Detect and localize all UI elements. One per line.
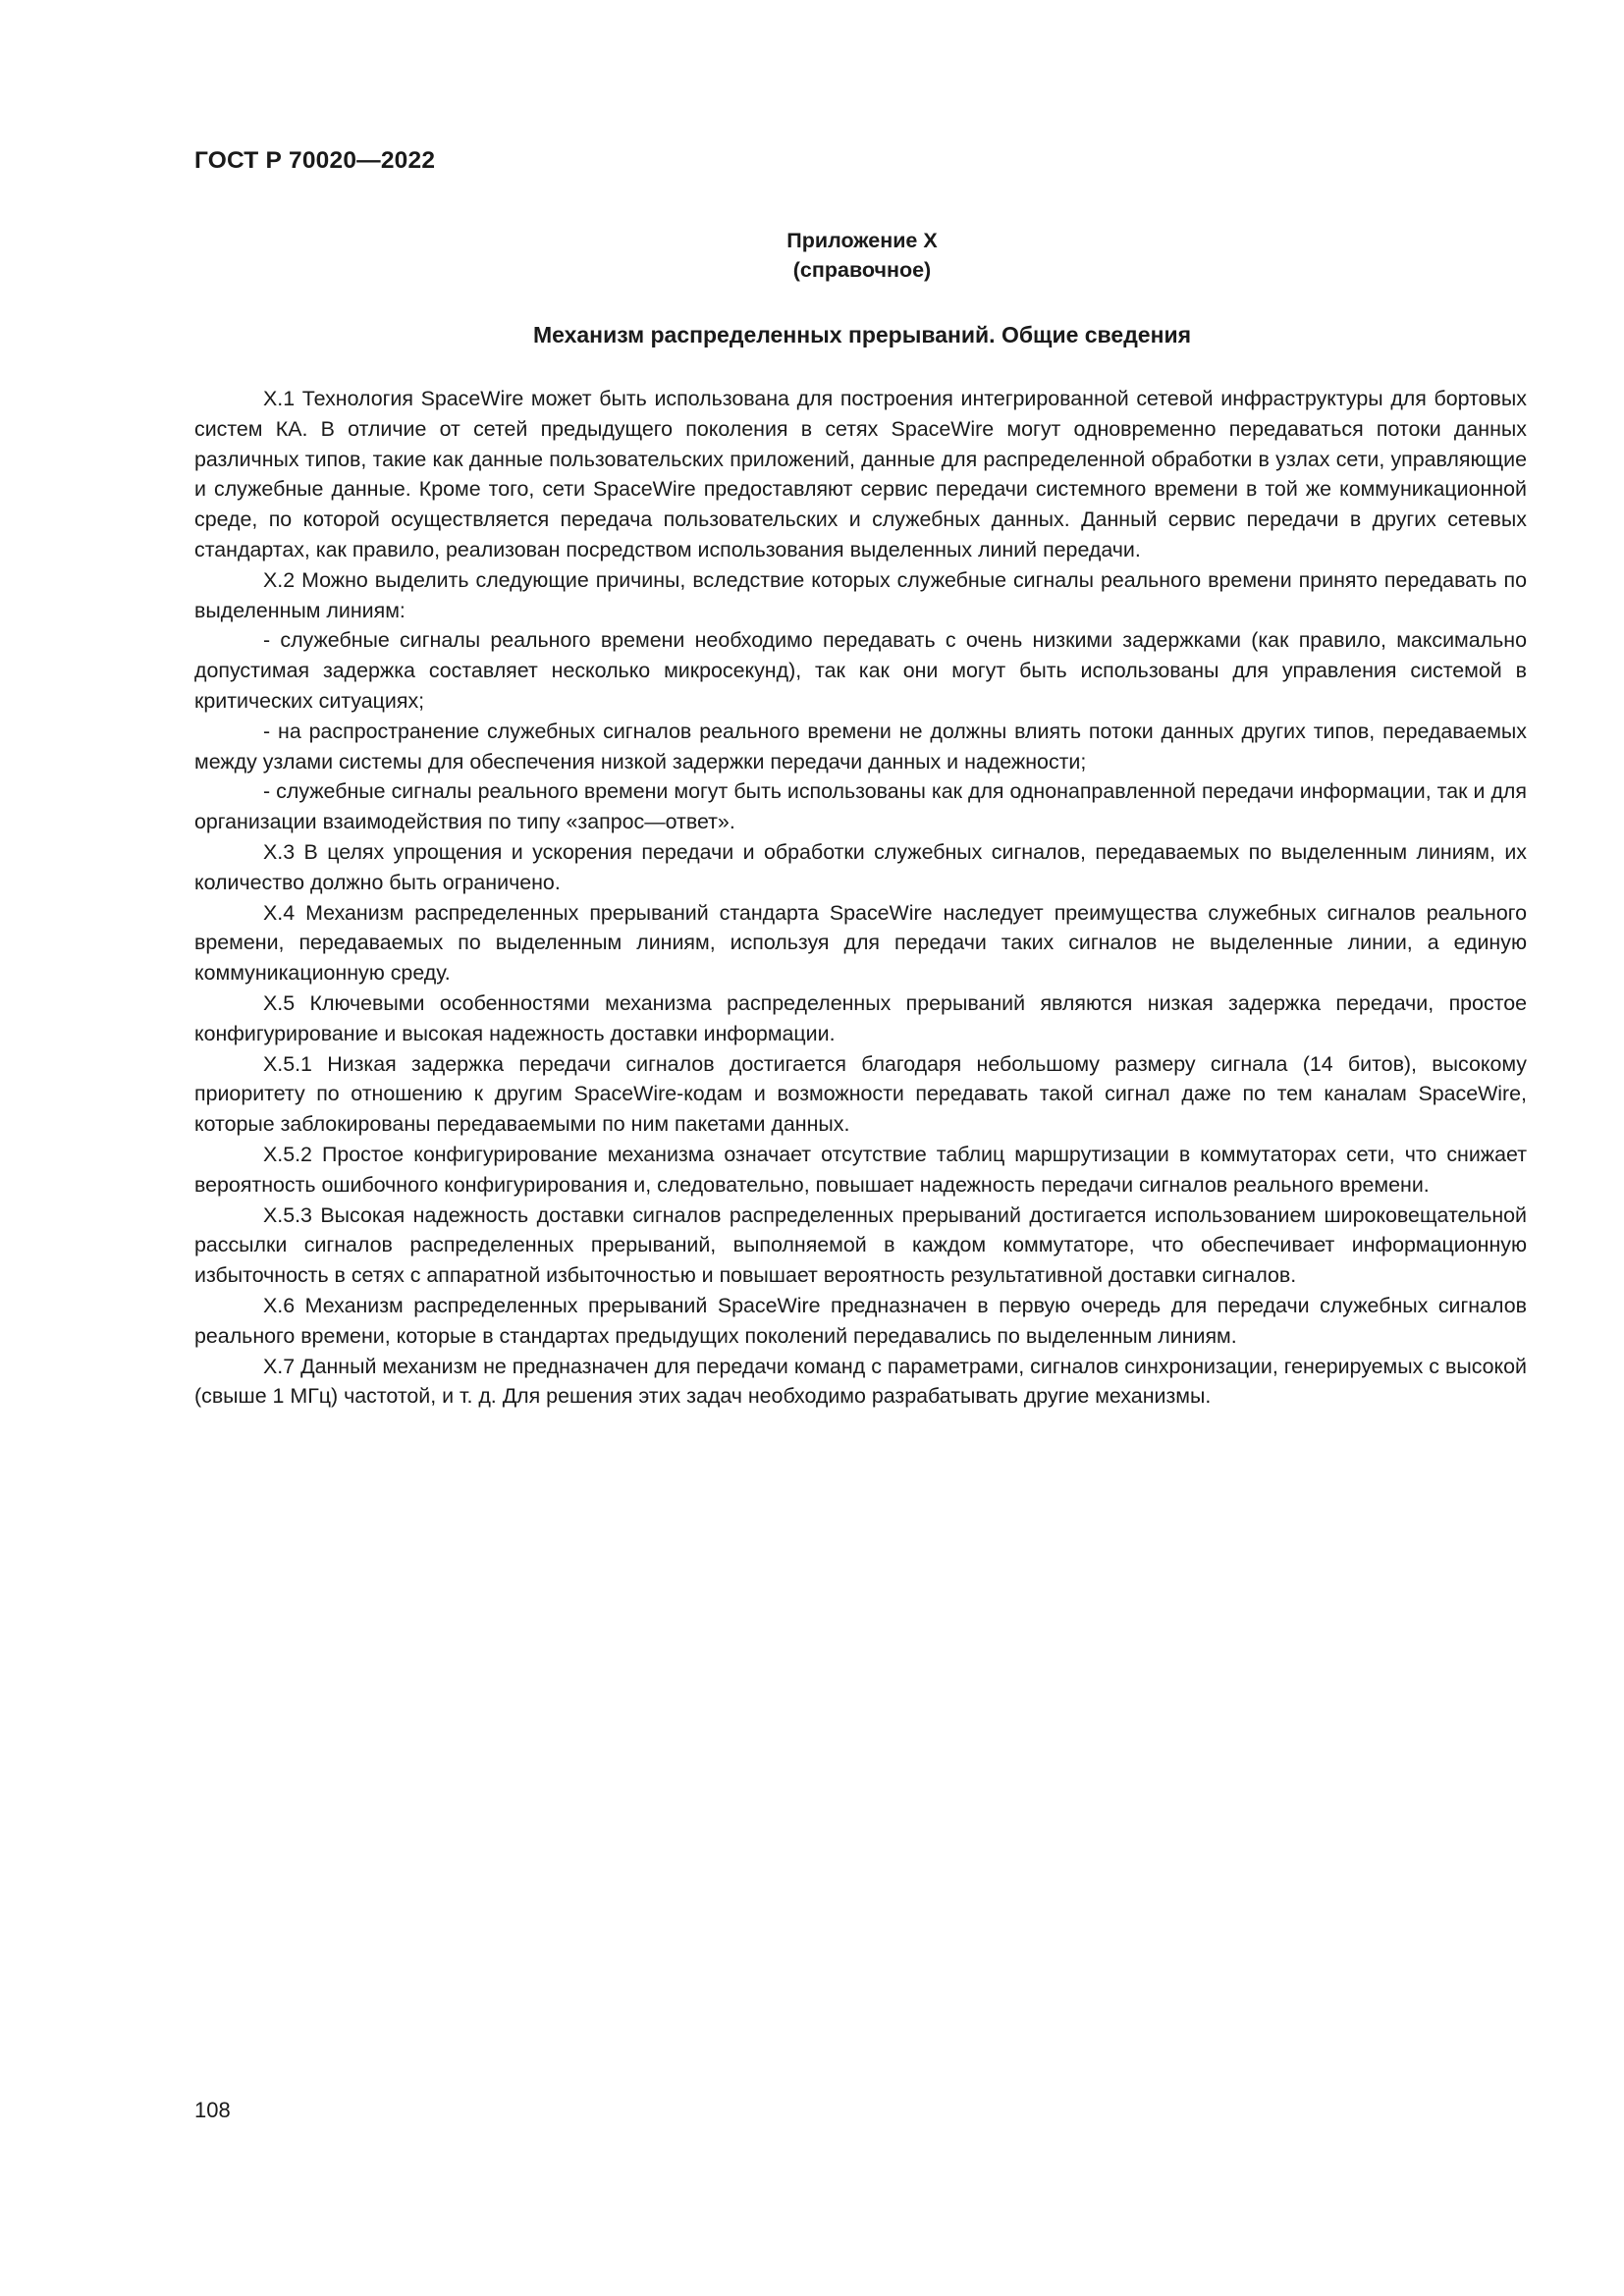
paragraph-x4: Х.4 Механизм распределенных прерываний стандарта SpaceWire наследует преимущества служебных сигналов реального времени, передаваемых по выделенным линиям, используя для передачи таких сигналов не выделенные линии, а единую коммуникационную среду. — [194, 900, 1527, 986]
paragraph-x2: Х.2 Можно выделить следующие причины, вследствие которых служебные сигналы реального времени принято передавать по выделенным линиям: — [194, 567, 1527, 622]
body-text — [194, 384, 1527, 1412]
list-item-no-interference: - на распространение служебных сигналов реального времени не должны влиять потоки данных других типов, передаваемых между узлами системы для обеспечения низкой задержки передачи данных и надежности; — [194, 719, 1527, 774]
annex-heading — [194, 226, 1530, 285]
page-number: 108 — [194, 2098, 231, 2122]
paragraph-x5-1: Х.5.1 Низкая задержка передачи сигналов достигается благодаря небольшому размеру сигнала (14 битов), высокому приоритету по отношению к другим SpaceWire-кодам и возможности передавать такой сигнал даже по тем каналам SpaceWire, которые заблокированы передаваемыми по ним пакетами данных. — [194, 1051, 1527, 1137]
paragraph-x1: Х.1 Технология SpaceWire может быть использована для построения интегрированной сетевой инфраструктуры для бортовых систем КА. В отличие от сетей предыдущего поколения в сетях SpaceWire могут одновременно передаваться потоки данных различных типов, такие как данные пользовательских приложений, данные для распределенной обработки в узлах сети, управляющие и служебные данные. Кроме того, сети SpaceWire предоставляют сервис передачи системного времени в той же коммуникационной среде, по которой осуществляется передача пользовательских и служебных данных. Данный сервис передачи в других сетевых стандартах, как правило, реализован посредством использования выделенных линий передачи. — [194, 387, 1527, 561]
list-item-low-latency: - служебные сигналы реального времени необходимо передавать с очень низкими задержками (как правило, максимально допустимая задержка составляет несколько микросекунд), так как они могут быть использованы для управления системой в критических ситуациях; — [194, 628, 1527, 713]
paragraph-x6: Х.6 Механизм распределенных прерываний SpaceWire предназначен в первую очередь для передачи служебных сигналов реального времени, которые в стандартах предыдущих поколений передавались по выделенным линиям. — [194, 1293, 1527, 1348]
annex-type: (справочное) — [792, 258, 932, 282]
annex-label: Приложение Х — [786, 229, 938, 252]
annex-title: Механизм распределенных прерываний. Общие сведения — [532, 322, 1192, 347]
paragraph-x7: Х.7 Данный механизм не предназначен для передачи команд с параметрами, сигналов синхронизации, генерируемых с высокой (свыше 1 МГц) частотой, и т. д. Для решения этих задач необходимо разрабатывать другие механизмы. — [194, 1354, 1527, 1409]
paragraph-x3: Х.3 В целях упрощения и ускорения передачи и обработки служебных сигналов, передаваемых по выделенным линиям, их количество должно быть ограничено. — [194, 839, 1527, 894]
list-item-request-response: - служебные сигналы реального времени могут быть использованы как для однонаправленной передачи информации, так и для организации взаимодействия по типу «запрос—ответ». — [194, 779, 1527, 834]
paragraph-x5-2: Х.5.2 Простое конфигурирование механизма означает отсутствие таблиц маршрутизации в коммутаторах сети, что снижает вероятность ошибочного конфигурирования и, следовательно, повышает надежность передачи сигналов реального времени. — [194, 1142, 1527, 1197]
paragraph-x5-3: Х.5.3 Высокая надежность доставки сигналов распределенных прерываний достигается использованием широковещательной рассылки сигналов распределенных прерываний, выполняемой в каждом коммутаторе, что обеспечивает информационную избыточность в сетях с аппаратной избыточностью и повышает вероятность результативной доставки сигналов. — [194, 1202, 1527, 1288]
document-code: ГОСТ Р 70020—2022 — [194, 147, 436, 174]
paragraph-x5: Х.5 Ключевыми особенностями механизма распределенных прерываний являются низкая задержка передачи, простое конфигурирование и высокая надежность доставки информации. — [194, 990, 1527, 1045]
